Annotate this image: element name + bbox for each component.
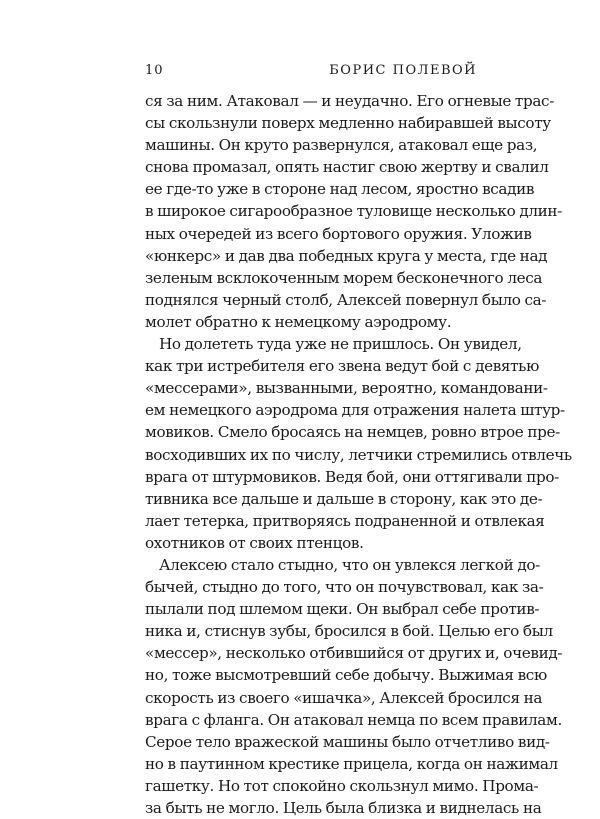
text-line: бычей, стыдно до того, что он почувствовал, как за- <box>145 578 544 597</box>
text-line: ее где-то уже в стороне над лесом, яростно всадив <box>145 180 535 199</box>
running-head <box>145 63 477 81</box>
text-line: скорость из своего «ишачка», Алексей бросился на <box>145 688 543 707</box>
text-line: ем немецкого аэродрома для отражения налета штур- <box>145 401 565 420</box>
text-line: врага с фланга. Он атаковал немца по всем правилам. <box>145 710 562 729</box>
text-line: поднялся черный столб, Алексей повернул было са- <box>145 290 547 309</box>
text-line: Серое тело вражеской машины было отчетливо вид- <box>145 732 550 751</box>
text-line: ся за ним. Атаковал — и неудачно. Его огневые трас- <box>145 92 554 110</box>
text-line: пылали под шлемом щеки. Он выбрал себе против- <box>145 600 540 619</box>
text-line: тивника все дальше и дальше в сторону, как это де- <box>145 489 543 508</box>
book-author-header: БОРИС ПОЛЕВОЙ <box>329 63 477 78</box>
text-line: как три истребителя его звена ведут бой с девятью <box>145 357 539 376</box>
text-line: в широкое сигарообразное туловище несколько длин- <box>145 202 562 221</box>
page-number: 10 <box>145 63 164 78</box>
paragraph-first-line: Алексею стало стыдно, что он увлекся легкой до- <box>159 555 540 574</box>
text-line: но, тоже высмотревший себе добычу. Выжимая всю <box>145 666 547 685</box>
text-line: «мессерами», вызванными, вероятно, командовани- <box>145 379 548 398</box>
text-line: ных очередей из всего бортового оружия. Уложив <box>145 224 532 243</box>
text-line: ника и, стиснув зубы, бросился в бой. Целью его был <box>145 622 553 641</box>
text-line: машины. Он круто развернулся, атаковал еще раз, <box>145 136 538 155</box>
text-line: восходивших их по числу, летчики стремились отвлечь <box>145 445 572 464</box>
text-line: за быть не могло. Цель была близка и виднелась на <box>145 799 542 817</box>
text-line: лает тетерка, притворяясь подраненной и отвлекая <box>145 511 545 530</box>
text-line: сы скользнули поверх медленно набиравшей высоту <box>145 114 551 133</box>
text-line: мовиков. Смело бросаясь на немцев, ровно втрое пре- <box>145 423 560 442</box>
text-line: но в паутинном крестике прицела, когда он нажимал <box>145 754 558 773</box>
text-line: молет обратно к немецкому аэродрому. <box>145 312 452 331</box>
paragraph-first-line: Но долететь туда уже не пришлось. Он увидел, <box>159 335 522 354</box>
text-line: «юнкерс» и дав два победных круга у места, где над <box>145 246 548 265</box>
text-line: «мессер», несколько отбившийся от других и, очевид- <box>145 644 563 663</box>
body-text <box>145 90 572 819</box>
text-line: гашетку. Но тот спокойно скользнул мимо. Прома- <box>145 776 539 795</box>
text-line: зеленым всклокоченным морем бесконечного леса <box>145 268 543 287</box>
text-line: врага от штурмовиков. Ведя бой, они оттягивали про- <box>145 467 559 486</box>
text-line: охотников от своих птенцов. <box>145 533 364 552</box>
text-line: снова промазал, опять настиг свою жертву и свалил <box>145 158 549 177</box>
